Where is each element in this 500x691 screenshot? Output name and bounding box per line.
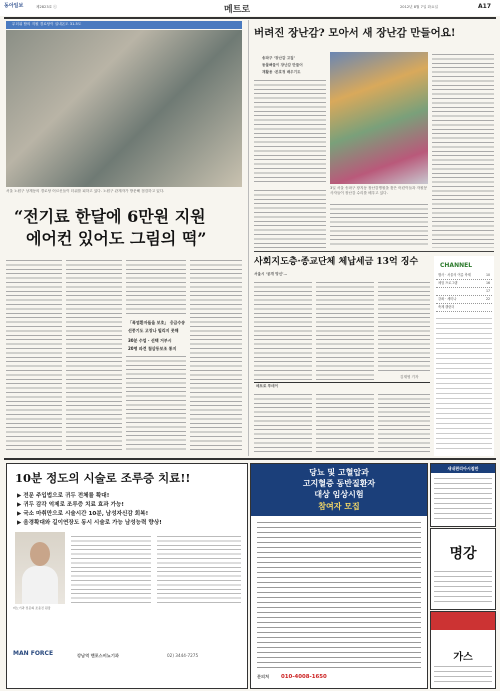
left-headline-line1: “전기료 한달에 6만원 지원: [14, 207, 206, 226]
left-inset-box: [126, 258, 186, 452]
social-sub: 서울시 ‘공개 망신’…: [254, 272, 288, 276]
health-ad-headline: 10분 정도의 시술로 조루증 치료!!: [15, 471, 191, 485]
masthead: [0, 0, 500, 16]
left-article-photo: [6, 30, 242, 187]
doctor-name: 비뇨기과 전문의 조용진 원장: [13, 606, 51, 610]
clinical-ad[interactable]: [250, 463, 428, 689]
right-body-col2b: [330, 202, 428, 248]
box-line1: 「폭염환자들을 보호」 응급수송: [128, 320, 186, 325]
health-ad-text1: [71, 534, 151, 604]
left-top-bar-text: 무더위 합의 지원 경로당이 실내온도 31.5도: [12, 22, 82, 26]
health-ad[interactable]: [6, 463, 248, 689]
channel-item[interactable]: 체험 프로그램 16: [436, 280, 492, 288]
brief-title: 메트로 투데이: [256, 384, 279, 388]
paper-name: 동아일보: [4, 3, 24, 9]
section-title: 메트로: [224, 5, 251, 15]
page-number: A17: [478, 3, 491, 10]
right-divider: [254, 251, 494, 252]
side-ad-top-title: 새내편리아시점만: [431, 464, 495, 473]
clinical-line2: 고지혈증 동반질환자: [302, 479, 376, 488]
clinical-line4: 참여자 모집: [318, 502, 360, 511]
right-sub1: 송파구 ‘장난감 고집’: [262, 56, 296, 60]
right-photo-caption: 3일 서울 송파구 장지동 장난감병원을 찾은 어린이들과 자원봉사자들이 장난감 수리를 배우고 있다.: [330, 186, 428, 195]
channel-title: CHANNEL: [440, 262, 473, 269]
health-ad-bullet: ▶ 음경확대와 길이연장도 동시 시술로 가능 남성능력 향상!: [17, 520, 162, 526]
left-photo-caption: 서울 노원구 상계동의 경로당 어르신들이 더위를 피하고 있다. 노원구 관계자가 방문해 점검하고 있다.: [6, 189, 165, 193]
issue-date: 2012년 8월 7일 화요일: [400, 5, 438, 9]
brief-rule: [254, 382, 430, 383]
clinic-phone: 02) 3444-7275: [167, 653, 199, 658]
social-body-col3: [378, 280, 430, 374]
masthead-rule: [4, 17, 496, 19]
brief-col1: [254, 392, 312, 454]
right-sub3: 재활용 ·본호정 배우기도: [262, 70, 301, 74]
left-body-col1: [6, 258, 62, 452]
box-line4: 20명 파견 첨삼동보조 통지: [128, 346, 177, 351]
side-ad-bottom[interactable]: [430, 611, 496, 689]
left-body-col4: [190, 258, 242, 452]
right-article-photo: [330, 52, 428, 184]
channel-item[interactable]: 강좌 · 세미나 22: [436, 296, 492, 304]
clinic-logo: MAN FORCE: [13, 650, 54, 657]
right-body-col1: [254, 78, 326, 184]
right-body-col2: [254, 188, 326, 248]
health-ad-bullet: ▶ 전문 주입법으로 귀두 전체를 확대!: [17, 493, 110, 499]
social-author: 김재영 기자: [400, 375, 419, 379]
left-headline-line2: 에어컨 있어도 그림의 떡”: [26, 229, 207, 248]
social-body-col2: [316, 280, 374, 380]
left-top-bar: [6, 21, 242, 29]
health-ad-bullets: [17, 492, 243, 528]
side-ad-top[interactable]: [430, 463, 496, 527]
box-line3: 30분 수업 · 선택 거부시: [128, 338, 172, 343]
channel-item[interactable]: 축제 캘린더: [436, 304, 492, 312]
clinical-body: [257, 520, 421, 670]
right-headline: 버려진 장난감? 모아서 새 장난감 만들어요!: [254, 27, 456, 39]
social-body-col1: [254, 280, 312, 380]
side-ad-bottom-title: 가스: [453, 652, 473, 663]
issue-number: 제2823호 ⓒ: [36, 5, 57, 9]
clinical-line3: 대상 임상시험: [314, 490, 364, 499]
brief-col2: [316, 392, 374, 454]
clinical-line1: 당뇨 및 고혈압과: [309, 468, 369, 477]
social-headline: 사회지도층·종교단체 체납세금 13억 징수: [254, 257, 419, 267]
ads-top-rule: [4, 458, 496, 460]
clinical-ad-header: [251, 464, 427, 516]
health-ad-text2: [157, 534, 241, 604]
right-sub2: 동물뼈들이 장난감 만들어: [262, 63, 303, 67]
brief-col3: [378, 392, 430, 454]
doctor-photo: [15, 532, 65, 604]
clinical-contact-label: 문의처: [257, 674, 270, 679]
clinic-info: 강남역 맨포스비뇨기과: [77, 653, 119, 658]
clinical-contact: 010-4008-1650: [281, 674, 327, 680]
center-divider: [248, 20, 249, 456]
channel-item[interactable]: 17: [436, 288, 492, 296]
channel-panel: [434, 256, 494, 456]
channel-item[interactable]: 행사 · 서울의 여름 축제 10: [436, 272, 492, 280]
side-ad-middle[interactable]: [430, 528, 496, 610]
left-body-col2: [66, 258, 122, 452]
health-ad-bullet: ▶ 국소 마취만으로 시술시간 10분, 남성자신감 회복!: [17, 511, 149, 517]
box-line2: 선풍기도 고장나 빌리지 못해: [128, 328, 179, 333]
health-ad-bullet: ▶ 귀두 감각 억제로 조루증 치료 효과 가능!: [17, 502, 124, 508]
side-ad-middle-title: 명강: [449, 546, 477, 562]
right-body-col3: [432, 52, 494, 248]
